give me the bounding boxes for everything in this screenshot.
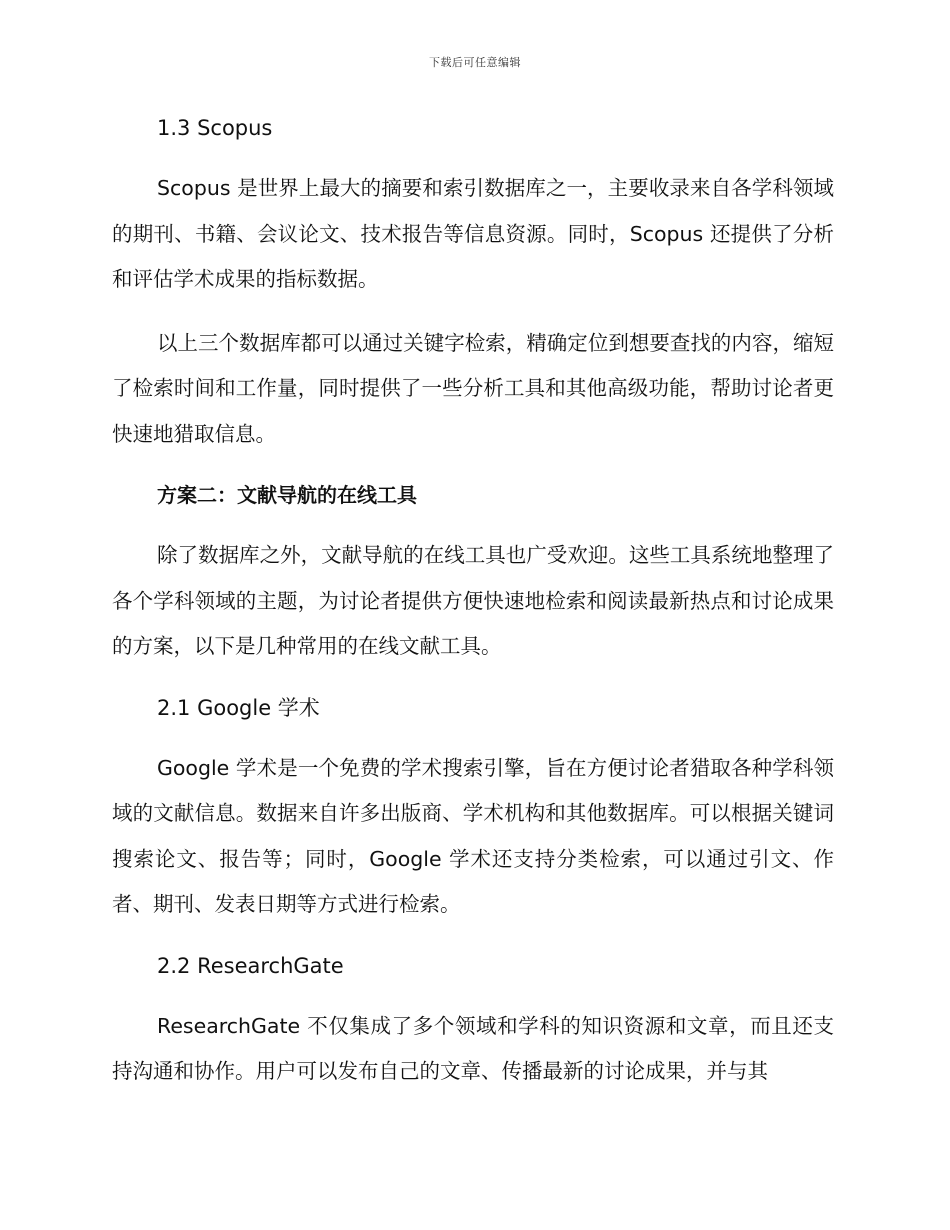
paragraph-researchgate: ResearchGate 不仅集成了多个领域和学科的知识资源和文章，而且还支持沟通和协作。用户可以发布自己的文章、传播最新的讨论成果，并与其 [112, 1013, 834, 1083]
section-heading-plan2: 方案二：文献导航的在线工具 [157, 483, 417, 507]
paragraph-plan2: 除了数据库之外，文献导航的在线工具也广受欢迎。这些工具系统地整理了各个学科领域的主题，为讨论者提供方便快速地检索和阅读最新热点和讨论成果的方案，以下是几种常用的在线文献工具。 [112, 543, 834, 658]
paragraph-scopus: Scopus 是世界上最大的摘要和索引数据库之一，主要收录来自各学科领域的期刊、书籍、会议论文、技术报告等信息资源。同时，Scopus 还提供了分析和评估学术成果的指标数据。 [112, 176, 834, 291]
paragraph-summary: 以上三个数据库都可以通过关键字检索，精确定位到想要查找的内容，缩短了检索时间和工作量，同时提供了一些分析工具和其他高级功能，帮助讨论者更快速地猎取信息。 [112, 330, 834, 446]
paragraph-google-scholar: Google 学术是一个免费的学术搜索引擎，旨在方便讨论者猎取各种学科领域的文献信息。数据来自许多出版商、学术机构和其他数据库。可以根据关键词搜索论文、报告等；同时，Google 学术还支持分类检索，可以通过引文、作者、期刊、发表日期等方式进行检索。 [112, 755, 834, 916]
section-heading-researchgate: 2.2 ResearchGate [157, 953, 344, 978]
section-heading-google-scholar: 2.1 Google 学术 [157, 695, 320, 720]
document-body [112, 108, 834, 1095]
header-note: 下载后可任意编辑 [429, 56, 521, 69]
section-heading-scopus: 1.3 Scopus [157, 116, 273, 140]
